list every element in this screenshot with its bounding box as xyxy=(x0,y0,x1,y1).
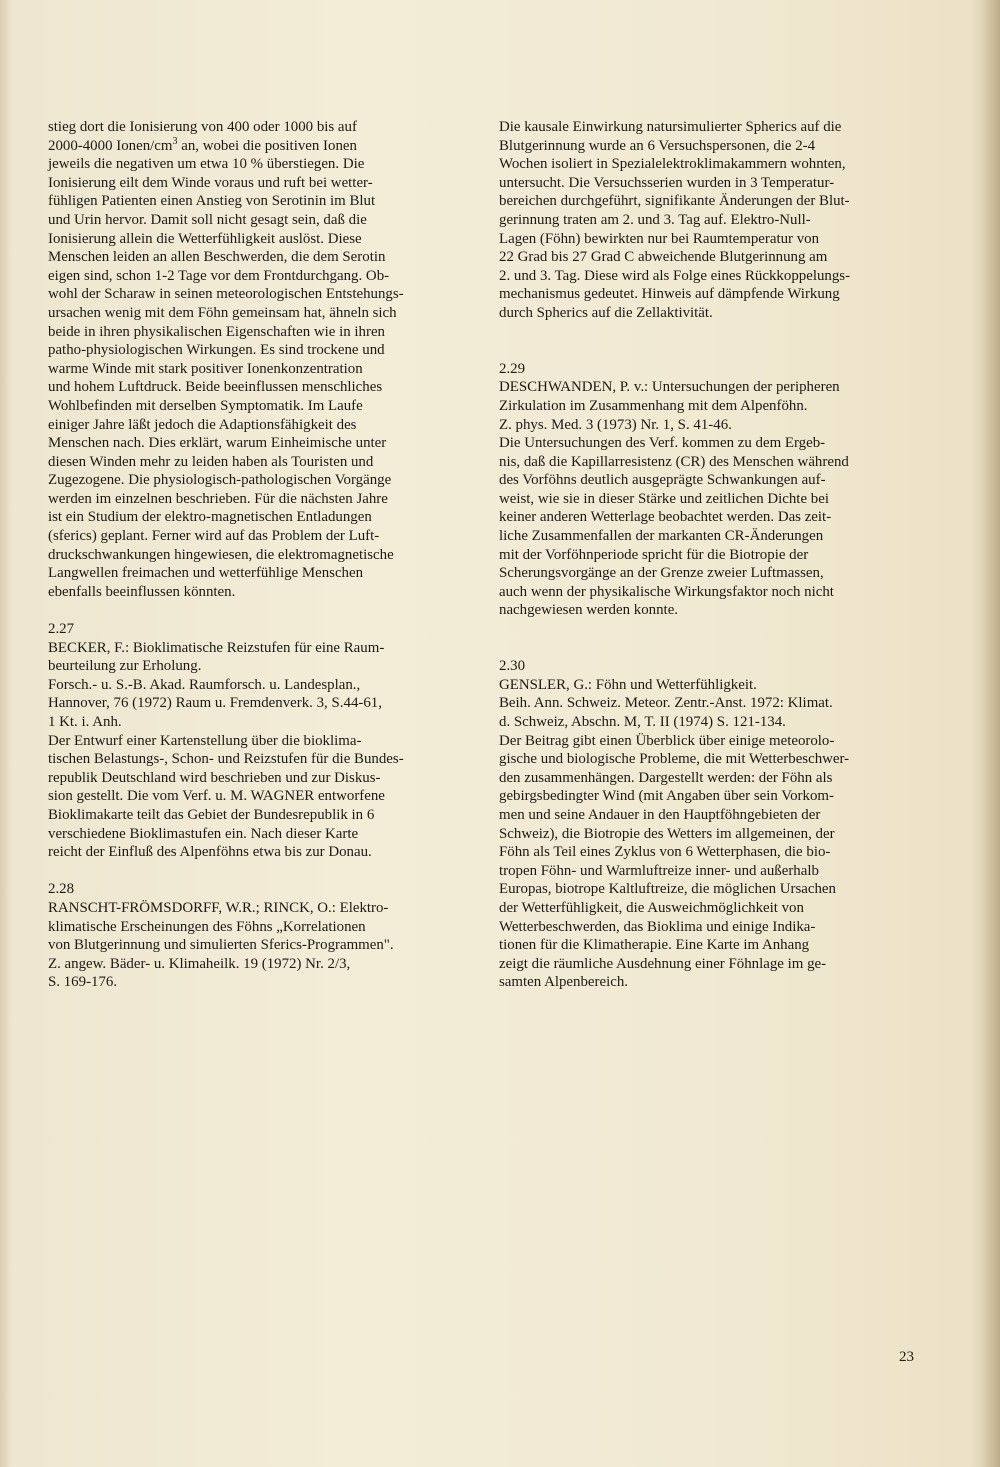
text-segment: an, wobei die positiven Ionen xyxy=(177,137,357,154)
entry-number: 2.30 xyxy=(499,658,526,675)
entry-number: 2.29 xyxy=(499,360,526,377)
text-line: reicht der Einfluß des Alpenföhns etwa bis zur Donau. xyxy=(48,844,372,861)
text-line: Der Beitrag gibt einen Überblick über einige meteorolo- xyxy=(499,732,835,749)
entry-number: 2.28 xyxy=(48,881,75,898)
text-line: tionen für die Klimatherapie. Eine Karte im Anhang xyxy=(499,937,810,954)
text-line: gebirgsbedingter Wind (mit Angaben über sein Vorkom- xyxy=(499,788,834,805)
entry-2-29 xyxy=(499,360,939,620)
text-line: Ionisierung allein die Wetterfühligkeit auslöst. Diese xyxy=(48,230,362,247)
text-line: fühligen Patienten einen Anstieg von Serotinin im Blut xyxy=(48,193,376,210)
text-line: des Vorföhns deutlich ausgeprägte Schwankungen auf- xyxy=(499,472,826,489)
text-line: wohl der Scharaw in seinen meteorologischen Entstehungs- xyxy=(48,286,404,303)
text-line: keiner anderen Wetterlage beobachtet werden. Das zeit- xyxy=(499,509,832,526)
text-line: und Urin hervor. Damit soll nicht gesagt sein, daß die xyxy=(48,211,367,228)
text-line: Der Entwurf einer Kartenstellung über die bioklima- xyxy=(48,732,362,749)
page-edge-left-shadow xyxy=(0,0,12,1467)
text-line: Bioklimakarte teilt das Gebiet der Bundesrepublik in 6 xyxy=(48,806,375,823)
text-line: verschiedene Bioklimastufen ein. Nach dieser Karte xyxy=(48,825,359,842)
superscript: 3 xyxy=(172,135,178,147)
text-line: Lagen (Föhn) bewirkten nur bei Raumtemperatur von xyxy=(499,230,820,247)
text-line: und hohem Luftdruck. Beide beeinflussen menschliches xyxy=(48,379,383,396)
text-line: nis, daß die Kapillarresistenz (CR) des Menschen während xyxy=(499,453,849,470)
left-intro-paragraph xyxy=(48,118,473,601)
text-line: beurteilung zur Erholung. xyxy=(48,658,202,675)
text-line: stieg dort die Ionisierung von 400 oder 1000 bis auf xyxy=(48,119,357,135)
text-line: Blutgerinnung wurde an 6 Versuchspersonen, die 2-4 xyxy=(499,137,816,154)
text-line: durch Spherics auf die Zellaktivität. xyxy=(499,304,713,321)
text-line: einiger Jahre läßt jedoch die Adaptionsfähigkeit des xyxy=(48,416,357,433)
text-line: weist, wie sie in dieser Stärke und zeitlichen Dichte bei xyxy=(499,490,829,507)
text-line: zeigt die räumliche Ausdehnung einer Föhnlage im ge- xyxy=(499,955,827,972)
text-line: gische und biologische Probleme, die mit Wetterbeschwer- xyxy=(499,751,850,768)
text-line: Zugezogene. Die physiologisch-pathologischen Vorgänge xyxy=(48,472,392,489)
text-line xyxy=(48,137,473,156)
text-line: Schweiz), die Biotropie des Wetters im allgemeinen, der xyxy=(499,825,835,842)
text-line: Ionisierung eilt dem Winde voraus und ruft bei wetter- xyxy=(48,174,373,191)
text-line: Beih. Ann. Schweiz. Meteor. Zentr.-Anst. 1972: Klimat. xyxy=(499,695,833,712)
text-line: nachgewiesen werden konnte. xyxy=(499,602,679,619)
text-line: Wochen isoliert in Spezialelektroklimakammern wohnten, xyxy=(499,156,846,173)
text-line: warme Winde mit stark positiver Ionenkonzentration xyxy=(48,360,363,377)
text-line: GENSLER, G.: Föhn und Wetterfühligkeit. xyxy=(499,676,757,693)
text-line: mechanismus gedeutet. Hinweis auf dämpfende Wirkung xyxy=(499,286,840,303)
text-line: samten Alpenbereich. xyxy=(499,974,629,991)
text-line: BECKER, F.: Bioklimatische Reizstufen für eine Raum- xyxy=(48,639,385,656)
entry-number: 2.27 xyxy=(48,621,75,638)
text-line: Europas, biotrope Kaltluftreize, die möglichen Ursachen xyxy=(499,881,836,898)
text-line: untersucht. Die Versuchsserien wurden in 3 Temperatur- xyxy=(499,174,835,191)
page-edge-right-shadow xyxy=(970,0,1000,1467)
text-line: 2. und 3. Tag. Diese wird als Folge eines Rückkoppelungs- xyxy=(499,267,851,284)
text-line: Langwellen freimachen und wetterfühlige Menschen xyxy=(48,565,364,582)
text-line: Wetterbeschwerden, das Bioklima und einige Indika- xyxy=(499,918,816,935)
text-line: klimatische Erscheinungen des Föhns „Korrelationen xyxy=(48,918,366,935)
text-line: diesen Winden mehr zu leiden haben als Touristen und xyxy=(48,453,374,470)
text-line: men und seine Andauer in den Hauptföhngebieten der xyxy=(499,806,821,823)
text-line: sion gestellt. Die vom Verf. u. M. WAGNER entworfene xyxy=(48,788,385,805)
text-line: auch wenn der physikalische Wirkungsfaktor noch nicht xyxy=(499,583,834,600)
text-line: Zirkulation im Zusammenhang mit dem Alpenföhn. xyxy=(499,397,808,414)
right-intro-paragraph xyxy=(499,118,939,323)
text-line: ebenfalls beeinflussen könnten. xyxy=(48,583,236,600)
text-line: republik Deutschland wird beschrieben und zur Diskus- xyxy=(48,769,381,786)
text-line: Z. angew. Bäder- u. Klimaheilk. 19 (1972) Nr. 2/3, xyxy=(48,955,351,972)
text-line: (sferics) geplant. Ferner wird auf das Problem der Luft- xyxy=(48,528,380,545)
text-line: gerinnung traten am 2. und 3. Tag auf. Elektro-Null- xyxy=(499,211,811,228)
text-line: Die kausale Einwirkung natursimulierter Spherics auf die xyxy=(499,119,842,135)
text-line: DESCHWANDEN, P. v.: Untersuchungen der peripheren xyxy=(499,379,840,396)
text-line: Scherungsvorgänge an der Grenze zweier Luftmassen, xyxy=(499,565,824,582)
text-line: liche Zusammenfallen der markanten CR-Änderungen xyxy=(499,528,824,545)
text-line: tropen Föhn- und Warmluftreize inner- und außerhalb xyxy=(499,862,819,879)
text-line: Die Untersuchungen des Verf. kommen zu dem Ergeb- xyxy=(499,435,826,452)
text-line: Z. phys. Med. 3 (1973) Nr. 1, S. 41-46. xyxy=(499,416,732,433)
entry-2-30 xyxy=(499,657,939,992)
text-line: Menschen nach. Dies erklärt, warum Einheimische unter xyxy=(48,435,387,452)
left-column xyxy=(48,118,473,992)
text-line: patho-physiologischen Wirkungen. Es sind trockene und xyxy=(48,342,385,359)
text-line: der Wetterfühligkeit, die Ausweichmöglichkeit von xyxy=(499,899,804,916)
entry-2-27 xyxy=(48,620,473,862)
text-line: den zusammenhängen. Dargestellt werden: der Föhn als xyxy=(499,769,833,786)
text-line: eigen sind, schon 1-2 Tage vor dem Frontdurchgang. Ob- xyxy=(48,267,390,284)
text-segment: 2000-4000 Ionen/cm xyxy=(48,137,173,154)
text-line: werden im einzelnen beschrieben. Für die nächsten Jahre xyxy=(48,490,388,507)
text-line: Forsch.- u. S.-B. Akad. Raumforsch. u. Landesplan., xyxy=(48,676,361,693)
entry-2-28 xyxy=(48,880,473,992)
text-line: Hannover, 76 (1972) Raum u. Fremdenverk. 3, S.44-61, xyxy=(48,695,382,712)
text-line: S. 169-176. xyxy=(48,974,118,991)
text-line: beide in ihren physikalischen Eigenschaften wie in ihren xyxy=(48,323,386,340)
text-line: tischen Belastungs-, Schon- und Reizstufen für die Bundes- xyxy=(48,751,404,768)
text-line: 1 Kt. i. Anh. xyxy=(48,714,122,730)
text-line: 22 Grad bis 27 Grad C abweichende Blutgerinnung am xyxy=(499,249,828,266)
text-line: mit der Vorföhnperiode spricht für die Biotropie der xyxy=(499,546,809,563)
text-line: bereichen durchgeführt, signifikante Änderungen der Blut- xyxy=(499,193,850,210)
text-line: von Blutgerinnung und simulierten Sferics-Programmen". xyxy=(48,937,394,954)
text-line: jeweils die negativen um etwa 10 % überstiegen. Die xyxy=(48,156,365,173)
text-line: druckschwankungen hingewiesen, die elektromagnetische xyxy=(48,546,394,563)
text-line: Föhn als Teil eines Zyklus von 6 Wetterphasen, die bio- xyxy=(499,844,831,861)
text-line: Menschen leiden an allen Beschwerden, die dem Serotin xyxy=(48,249,386,266)
text-line: RANSCHT-FRÖMSDORFF, W.R.; RINCK, O.: Elektro- xyxy=(48,899,389,916)
text-line: ursachen wenig mit dem Föhn gemeinsam hat, ähneln sich xyxy=(48,304,397,321)
right-column xyxy=(499,118,939,992)
text-line: Wohlbefinden mit derselben Symptomatik. Im Laufe xyxy=(48,397,363,414)
text-line: d. Schweiz, Abschn. M, T. II (1974) S. 121-134. xyxy=(499,714,786,730)
page-number: 23 xyxy=(899,1349,914,1365)
text-line: ist ein Studium der elektro-magnetischen Entladungen xyxy=(48,509,372,526)
